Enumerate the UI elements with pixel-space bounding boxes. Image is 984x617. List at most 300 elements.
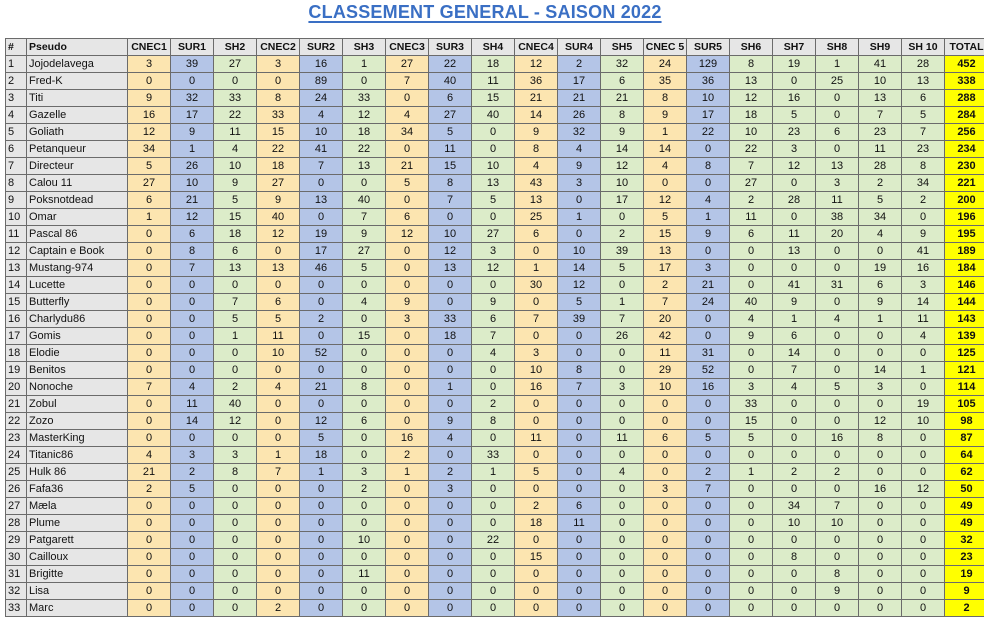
score-cell: 5 [128,158,171,175]
score-cell: 0 [773,175,816,192]
score-cell: 0 [386,192,429,209]
score-cell: 9 [558,158,601,175]
rank-cell: 12 [6,243,27,260]
score-cell: 12 [429,243,472,260]
header-row [6,39,984,56]
rank-cell: 28 [6,515,27,532]
score-cell: 8 [171,243,214,260]
score-cell: 3 [601,379,644,396]
score-cell: 27 [257,175,300,192]
score-cell: 0 [386,583,429,600]
score-cell: 1 [859,311,902,328]
score-cell: 0 [257,413,300,430]
score-cell: 11 [816,192,859,209]
score-cell: 7 [558,379,601,396]
score-cell: 2 [902,192,945,209]
column-header: CNEC1 [128,39,171,56]
rank-cell: 9 [6,192,27,209]
score-cell: 2 [773,464,816,481]
score-cell: 0 [214,515,257,532]
score-cell: 0 [386,362,429,379]
score-cell: 15 [214,209,257,226]
score-cell: 0 [687,566,730,583]
score-cell: 0 [558,549,601,566]
score-cell: 2 [386,447,429,464]
score-cell: 0 [558,566,601,583]
score-cell: 3 [859,379,902,396]
score-cell: 14 [902,294,945,311]
score-cell: 4 [644,158,687,175]
score-cell: 4 [343,294,386,311]
score-cell: 5 [214,311,257,328]
score-cell: 0 [472,583,515,600]
score-cell: 0 [128,498,171,515]
score-cell: 20 [644,311,687,328]
score-cell: 0 [214,277,257,294]
score-cell: 4 [687,192,730,209]
score-cell: 13 [257,260,300,277]
score-cell: 17 [558,73,601,90]
score-cell: 0 [902,345,945,362]
score-cell: 2 [558,56,601,73]
total-cell: 19 [945,566,984,583]
score-cell: 0 [128,583,171,600]
score-cell: 0 [128,294,171,311]
score-cell: 0 [902,566,945,583]
score-cell: 8 [515,141,558,158]
score-cell: 7 [859,107,902,124]
score-cell: 52 [300,345,343,362]
score-cell: 0 [128,226,171,243]
score-cell: 27 [472,226,515,243]
score-cell: 31 [816,277,859,294]
table-body [6,56,984,617]
score-cell: 0 [472,430,515,447]
score-cell: 12 [601,158,644,175]
score-cell: 12 [472,260,515,277]
score-cell: 0 [816,413,859,430]
score-cell: 16 [687,379,730,396]
score-cell: 34 [128,141,171,158]
score-cell: 0 [558,481,601,498]
score-cell: 22 [687,124,730,141]
rank-cell: 25 [6,464,27,481]
score-cell: 12 [300,413,343,430]
pseudo-cell: Jojodelavega [27,56,128,73]
score-cell: 8 [816,566,859,583]
score-cell: 0 [816,294,859,311]
score-cell: 89 [300,73,343,90]
rank-cell: 4 [6,107,27,124]
table-row [6,515,984,532]
score-cell: 0 [429,209,472,226]
score-cell: 0 [214,566,257,583]
score-cell: 0 [644,413,687,430]
score-cell: 2 [214,379,257,396]
score-cell: 0 [687,396,730,413]
score-cell: 4 [472,345,515,362]
score-cell: 0 [386,90,429,107]
score-cell: 0 [730,260,773,277]
score-cell: 8 [687,158,730,175]
rank-cell: 16 [6,311,27,328]
total-cell: 189 [945,243,984,260]
column-header: SUR5 [687,39,730,56]
score-cell: 0 [300,583,343,600]
score-cell: 2 [257,600,300,617]
score-cell: 28 [859,158,902,175]
score-cell: 1 [644,124,687,141]
score-cell: 5 [859,192,902,209]
score-cell: 0 [859,566,902,583]
score-cell: 33 [257,107,300,124]
score-cell: 0 [687,175,730,192]
score-cell: 1 [687,209,730,226]
score-cell: 0 [300,362,343,379]
table-row [6,583,984,600]
score-cell: 0 [257,430,300,447]
score-cell: 40 [472,107,515,124]
score-cell: 13 [515,192,558,209]
score-cell: 33 [214,90,257,107]
score-cell: 0 [859,515,902,532]
score-cell: 21 [515,90,558,107]
rank-header: # [6,39,27,56]
score-cell: 6 [902,90,945,107]
score-cell: 0 [816,141,859,158]
score-cell: 0 [386,141,429,158]
score-cell: 4 [902,328,945,345]
score-cell: 4 [386,107,429,124]
score-cell: 0 [171,345,214,362]
score-cell: 3 [171,447,214,464]
score-cell: 0 [601,447,644,464]
score-cell: 0 [902,583,945,600]
score-cell: 0 [214,583,257,600]
rank-cell: 17 [6,328,27,345]
score-cell: 0 [816,328,859,345]
score-cell: 0 [257,243,300,260]
score-cell: 0 [816,90,859,107]
score-cell: 13 [859,90,902,107]
score-cell: 39 [601,243,644,260]
score-cell: 6 [601,73,644,90]
score-cell: 8 [214,464,257,481]
score-cell: 13 [472,175,515,192]
score-cell: 0 [601,396,644,413]
total-cell: 452 [945,56,984,73]
score-cell: 0 [128,549,171,566]
score-cell: 3 [128,56,171,73]
score-cell: 38 [816,209,859,226]
column-header: SUR4 [558,39,601,56]
score-cell: 31 [687,345,730,362]
score-cell: 7 [816,498,859,515]
score-cell: 35 [644,73,687,90]
table-row [6,566,984,583]
score-cell: 14 [601,141,644,158]
score-cell: 27 [343,243,386,260]
score-cell: 22 [472,532,515,549]
score-cell: 18 [429,328,472,345]
score-cell: 2 [816,464,859,481]
pseudo-cell: Goliath [27,124,128,141]
score-cell: 0 [257,549,300,566]
score-cell: 0 [601,600,644,617]
score-cell: 6 [558,498,601,515]
total-cell: 9 [945,583,984,600]
score-cell: 0 [601,413,644,430]
table-row [6,56,984,73]
score-cell: 0 [687,532,730,549]
pseudo-cell: Zobul [27,396,128,413]
score-cell: 7 [386,73,429,90]
score-cell: 0 [429,515,472,532]
score-cell: 0 [472,515,515,532]
score-cell: 0 [687,328,730,345]
score-cell: 0 [558,345,601,362]
score-cell: 12 [257,226,300,243]
score-cell: 21 [558,90,601,107]
score-cell: 46 [300,260,343,277]
score-cell: 15 [730,413,773,430]
score-cell: 0 [644,583,687,600]
score-cell: 0 [515,600,558,617]
score-cell: 17 [644,260,687,277]
score-cell: 0 [171,566,214,583]
pseudo-cell: Mæla [27,498,128,515]
table-row [6,396,984,413]
score-cell: 32 [171,90,214,107]
score-cell: 21 [300,379,343,396]
column-header: SUR3 [429,39,472,56]
score-cell: 0 [472,141,515,158]
score-cell: 0 [816,396,859,413]
score-cell: 11 [730,209,773,226]
score-cell: 0 [773,430,816,447]
score-cell: 0 [644,396,687,413]
score-cell: 1 [601,294,644,311]
score-cell: 0 [687,498,730,515]
score-cell: 7 [343,209,386,226]
score-cell: 12 [343,107,386,124]
score-cell: 0 [730,583,773,600]
total-cell: 2 [945,600,984,617]
rank-cell: 10 [6,209,27,226]
score-cell: 1 [214,328,257,345]
score-cell: 11 [773,226,816,243]
rank-cell: 29 [6,532,27,549]
score-cell: 0 [515,243,558,260]
score-cell: 11 [644,345,687,362]
pseudo-cell: Lucette [27,277,128,294]
score-cell: 8 [601,107,644,124]
score-cell: 0 [816,345,859,362]
total-cell: 184 [945,260,984,277]
score-cell: 24 [644,56,687,73]
score-cell: 14 [644,141,687,158]
score-cell: 0 [644,566,687,583]
table-row [6,549,984,566]
rank-cell: 27 [6,498,27,515]
score-cell: 0 [128,243,171,260]
score-cell: 0 [558,413,601,430]
total-cell: 256 [945,124,984,141]
table-row [6,311,984,328]
score-cell: 0 [300,549,343,566]
score-cell: 0 [730,532,773,549]
score-cell: 18 [343,124,386,141]
score-cell: 0 [644,515,687,532]
score-cell: 0 [128,328,171,345]
score-cell: 6 [171,226,214,243]
score-cell: 33 [730,396,773,413]
score-cell: 0 [472,209,515,226]
score-cell: 1 [171,141,214,158]
score-cell: 8 [558,362,601,379]
score-cell: 4 [128,447,171,464]
rank-cell: 33 [6,600,27,617]
total-cell: 146 [945,277,984,294]
score-cell: 10 [515,362,558,379]
pseudo-cell: Poksnotdead [27,192,128,209]
score-cell: 0 [386,498,429,515]
score-cell: 25 [515,209,558,226]
score-cell: 0 [343,583,386,600]
score-cell: 10 [773,515,816,532]
score-cell: 10 [472,158,515,175]
score-cell: 13 [644,243,687,260]
score-cell: 12 [773,158,816,175]
score-cell: 21 [601,90,644,107]
score-cell: 0 [859,464,902,481]
score-cell: 11 [343,566,386,583]
pseudo-cell: Benitos [27,362,128,379]
rank-cell: 24 [6,447,27,464]
pseudo-cell: Gomis [27,328,128,345]
score-cell: 0 [343,396,386,413]
rank-cell: 31 [6,566,27,583]
score-cell: 0 [902,600,945,617]
score-cell: 26 [171,158,214,175]
score-cell: 14 [859,362,902,379]
score-cell: 5 [687,430,730,447]
score-cell: 12 [386,226,429,243]
pseudo-cell: Mustang-974 [27,260,128,277]
score-cell: 3 [558,175,601,192]
score-cell: 6 [343,413,386,430]
total-cell: 50 [945,481,984,498]
score-cell: 23 [859,124,902,141]
score-cell: 13 [816,158,859,175]
rank-cell: 14 [6,277,27,294]
score-cell: 0 [300,209,343,226]
score-cell: 1 [343,56,386,73]
pseudo-cell: Patgarett [27,532,128,549]
column-header: SH8 [816,39,859,56]
score-cell: 0 [902,549,945,566]
score-cell: 4 [171,379,214,396]
score-cell: 24 [300,90,343,107]
score-cell: 0 [902,430,945,447]
score-cell: 0 [859,243,902,260]
score-cell: 3 [472,243,515,260]
table-row [6,243,984,260]
score-cell: 0 [343,515,386,532]
score-cell: 0 [859,328,902,345]
score-cell: 4 [515,158,558,175]
score-cell: 1 [515,260,558,277]
score-cell: 0 [773,566,816,583]
score-cell: 10 [214,158,257,175]
score-cell: 9 [644,107,687,124]
score-cell: 19 [902,396,945,413]
score-cell: 0 [730,481,773,498]
score-cell: 0 [386,481,429,498]
total-cell: 62 [945,464,984,481]
score-cell: 0 [558,192,601,209]
score-cell: 0 [128,566,171,583]
score-cell: 4 [257,379,300,396]
total-cell: 143 [945,311,984,328]
score-cell: 0 [730,362,773,379]
score-cell: 0 [300,515,343,532]
score-cell: 0 [257,583,300,600]
score-cell: 2 [644,277,687,294]
score-cell: 3 [730,379,773,396]
score-cell: 4 [214,141,257,158]
score-cell: 13 [214,260,257,277]
score-cell: 9 [214,175,257,192]
score-cell: 0 [687,311,730,328]
score-cell: 0 [171,294,214,311]
score-cell: 1 [730,464,773,481]
score-cell: 0 [687,413,730,430]
score-cell: 7 [644,294,687,311]
score-cell: 0 [902,447,945,464]
score-cell: 3 [515,345,558,362]
score-cell: 4 [558,141,601,158]
score-cell: 5 [214,192,257,209]
score-cell: 0 [601,515,644,532]
rank-cell: 8 [6,175,27,192]
score-cell: 27 [128,175,171,192]
score-cell: 0 [343,277,386,294]
score-cell: 16 [386,430,429,447]
score-cell: 16 [300,56,343,73]
score-cell: 0 [429,549,472,566]
rank-cell: 32 [6,583,27,600]
score-cell: 0 [429,294,472,311]
pseudo-cell: Plume [27,515,128,532]
table-row [6,192,984,209]
score-cell: 0 [816,481,859,498]
score-cell: 10 [257,345,300,362]
score-cell: 0 [558,532,601,549]
score-cell: 0 [128,430,171,447]
score-cell: 36 [515,73,558,90]
table-row [6,345,984,362]
score-cell: 0 [902,515,945,532]
score-cell: 0 [128,73,171,90]
score-cell: 18 [730,107,773,124]
score-cell: 3 [687,260,730,277]
column-header: CNEC3 [386,39,429,56]
score-cell: 9 [601,124,644,141]
score-cell: 0 [816,600,859,617]
score-cell: 0 [429,583,472,600]
score-cell: 12 [730,90,773,107]
